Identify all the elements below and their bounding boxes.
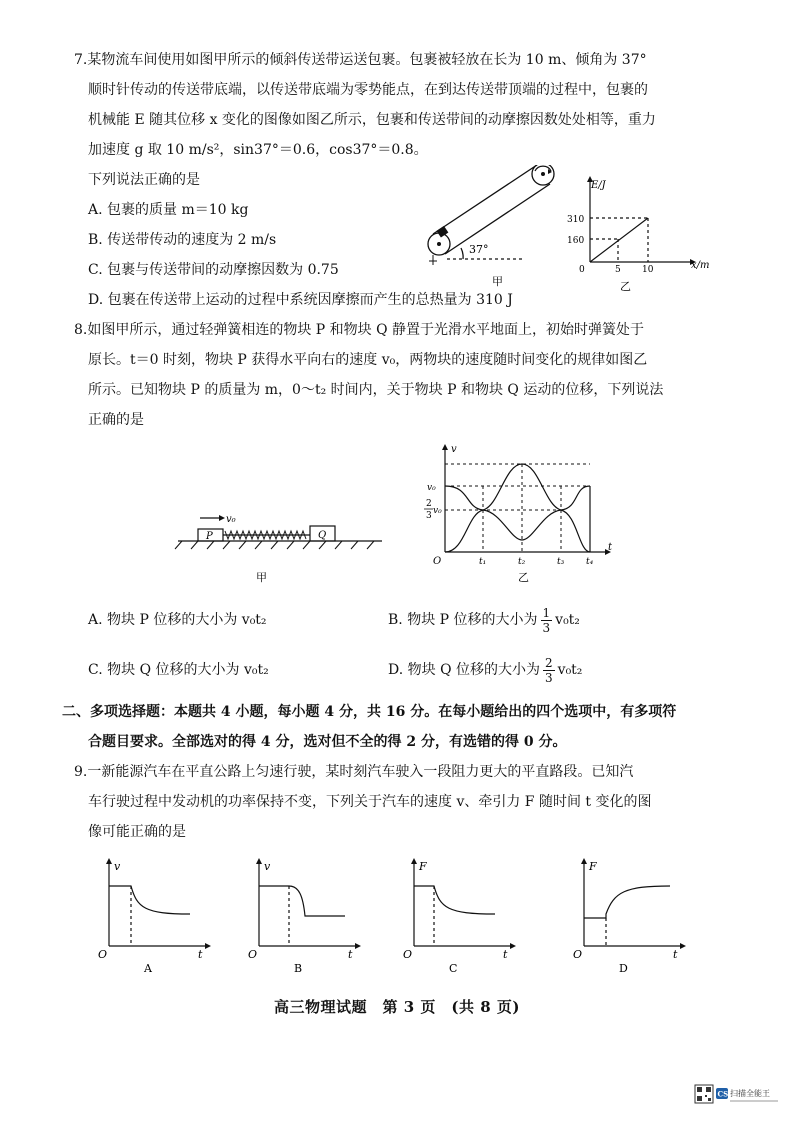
graph-b-origin: O <box>248 948 258 961</box>
q7-line-1: 7.某物流车间使用如图甲所示的倾斜传送带运送包裹。包裹被轻放在长为 10 m、倾角为 37° <box>74 52 647 68</box>
x-tick-10: 10 <box>642 265 654 275</box>
y-tick-frac-v0: v₀ <box>433 506 442 516</box>
q8-line-4: 正确的是 <box>88 412 144 428</box>
x-tick-t2: t₂ <box>518 557 526 567</box>
graph-d-xlabel: t <box>673 948 678 961</box>
graph-d-origin: O <box>573 948 583 961</box>
figure-caption-yi: 乙 <box>620 280 631 293</box>
t-axis-label: t <box>608 542 613 553</box>
block-q-label: Q <box>318 530 327 541</box>
y-tick-frac-den: 3 <box>426 511 432 521</box>
scanner-app-name: 扫描全能王 <box>730 1089 770 1098</box>
fraction-denominator: 3 <box>545 670 553 685</box>
q8-option-d <box>388 650 582 690</box>
graph-a-origin: O <box>98 948 108 961</box>
graph-d-ylabel: F <box>589 860 597 873</box>
q8-figure-spring-system <box>170 508 390 588</box>
graph-a-xlabel: t <box>198 948 203 961</box>
figure-caption-jia-2: 甲 <box>256 571 267 584</box>
q8-option-d-text: D. 物块 Q 位移的大小为 <box>388 662 541 678</box>
belt-lower-edge <box>445 184 550 254</box>
fraction-numerator: 1 <box>542 605 551 620</box>
q8-option-d-fraction <box>543 656 555 685</box>
q8-option-b <box>388 600 580 640</box>
angle-label: 37° <box>469 243 489 256</box>
angle-arc <box>461 248 463 259</box>
y-tick-160: 160 <box>567 236 585 246</box>
x-tick-5: 5 <box>615 265 621 275</box>
belt-upper-edge <box>433 165 537 234</box>
graph-b-caption: B <box>294 962 303 975</box>
section-2-heading-line-2: 合题目要求。全部选对的得 4 分，选对但不全的得 2 分，有选错的得 0 分。 <box>88 734 567 750</box>
q7-option-d: D. 包裹在传送带上运动的过程中系统因摩擦而产生的总热量为 310 J <box>88 292 513 308</box>
block-p-label: P <box>206 531 213 542</box>
q7-line-4: 加速度 g 取 10 m/s²，sin37°＝0.6，cos37°＝0.8。 <box>88 142 428 158</box>
graph-c-xlabel: t <box>503 948 508 961</box>
section-2-heading-line-1: 二、多项选择题：本题共 4 小题，每小题 4 分，共 16 分。在每小题给出的四个选项中，有多项符 <box>62 704 677 720</box>
q7-option-b: B. 传送带传动的速度为 2 m/s <box>88 232 277 248</box>
graph-a-ylabel: v <box>114 860 121 873</box>
x-tick-t3: t₃ <box>557 557 565 567</box>
q8-line-1: 8.如图甲所示，通过轻弹簧相连的物块 P 和物块 Q 静置于光滑水平地面上，初始时弹簧处于 <box>74 322 645 338</box>
q9-graph-a <box>95 856 215 976</box>
graph-c-ylabel: F <box>419 860 427 873</box>
q9-line-1: 9.一新能源汽车在平直公路上匀速行驶，某时刻汽车驶入一段阻力更大的平直路段。已知汽 <box>74 764 634 780</box>
graph-c-origin: O <box>403 948 413 961</box>
cs-badge-text: CS <box>717 1089 729 1099</box>
q8-line-2: 原长。t＝0 时刻，物块 P 获得水平向右的速度 v₀，两物块的速度随时间变化的规律如图乙 <box>88 352 648 368</box>
graph-b-xlabel: t <box>348 948 353 961</box>
energy-line <box>590 218 648 262</box>
fraction-numerator: 2 <box>545 655 553 670</box>
q7-figure-energy-graph <box>565 170 715 295</box>
y-tick-frac-num: 2 <box>426 499 432 509</box>
q8-option-c: C. 物块 Q 位移的大小为 v₀t₂ <box>88 662 269 678</box>
origin-o-label: O <box>433 556 442 567</box>
curve-p <box>445 486 590 540</box>
v0-label: v₀ <box>226 514 236 525</box>
q8-line-3: 所示。已知物块 P 的质量为 m，0～t₂ 时间内，关于物块 P 和物块 Q 运动的位移，下列说法 <box>88 382 664 398</box>
figure-caption-yi-2: 乙 <box>518 571 529 584</box>
position-axis-label: x/m <box>691 260 710 271</box>
scanner-watermark <box>694 1082 780 1108</box>
q9-line-2: 车行驶过程中发动机的功率保持不变，下列关于汽车的速度 v、牵引力 F 随时间 t 变化的图 <box>88 794 652 810</box>
q7-option-a: A. 包裹的质量 m＝10 kg <box>88 202 249 218</box>
graph-d-caption: D <box>619 962 628 975</box>
figure-caption-jia: 甲 <box>492 275 503 288</box>
page-footer: 高三物理试题 第 3 页 (共 8 页) <box>274 998 520 1016</box>
q9-graph-c <box>400 856 520 976</box>
fraction-denominator: 3 <box>542 620 551 635</box>
q8-option-a: A. 物块 P 位移的大小为 v₀t₂ <box>88 612 267 628</box>
q7-option-c: C. 包裹与传送带间的动摩擦因数为 0.75 <box>88 262 339 278</box>
y-tick-v0: v₀ <box>427 483 436 493</box>
q8-option-d-tail: v₀t₂ <box>557 662 583 678</box>
x-tick-t1: t₁ <box>479 557 487 567</box>
energy-axis-label: E/J <box>591 180 606 191</box>
x-tick-t4: t₄ <box>586 557 594 567</box>
q7-figure-conveyor <box>425 165 575 290</box>
q9-line-3: 像可能正确的是 <box>88 824 186 840</box>
q8-option-b-text: B. 物块 P 位移的大小为 <box>388 612 538 628</box>
q8-option-b-fraction <box>541 606 553 635</box>
v-axis-label: v <box>451 444 457 455</box>
y-tick-310: 310 <box>567 215 585 225</box>
graph-a-caption: A <box>144 962 152 975</box>
graph-c-caption: C <box>449 962 458 975</box>
q9-graph-d <box>570 856 690 976</box>
graph-b-ylabel: v <box>264 860 271 873</box>
q9-graph-b <box>245 856 365 976</box>
origin-label: 0 <box>579 265 585 275</box>
q7-line-5: 下列说法正确的是 <box>88 172 200 188</box>
q7-line-2: 顺时针传动的传送带底端，以传送带底端为零势能点，在到达传送带顶端的过程中，包裹的 <box>88 82 648 98</box>
q7-line-3: 机械能 E 随其位移 x 变化的图像如图乙所示，包裹和传送带间的动摩擦因数处处相等，重力 <box>88 112 656 128</box>
q8-figure-velocity-graph <box>415 440 615 585</box>
q8-option-b-tail: v₀t₂ <box>555 612 580 628</box>
